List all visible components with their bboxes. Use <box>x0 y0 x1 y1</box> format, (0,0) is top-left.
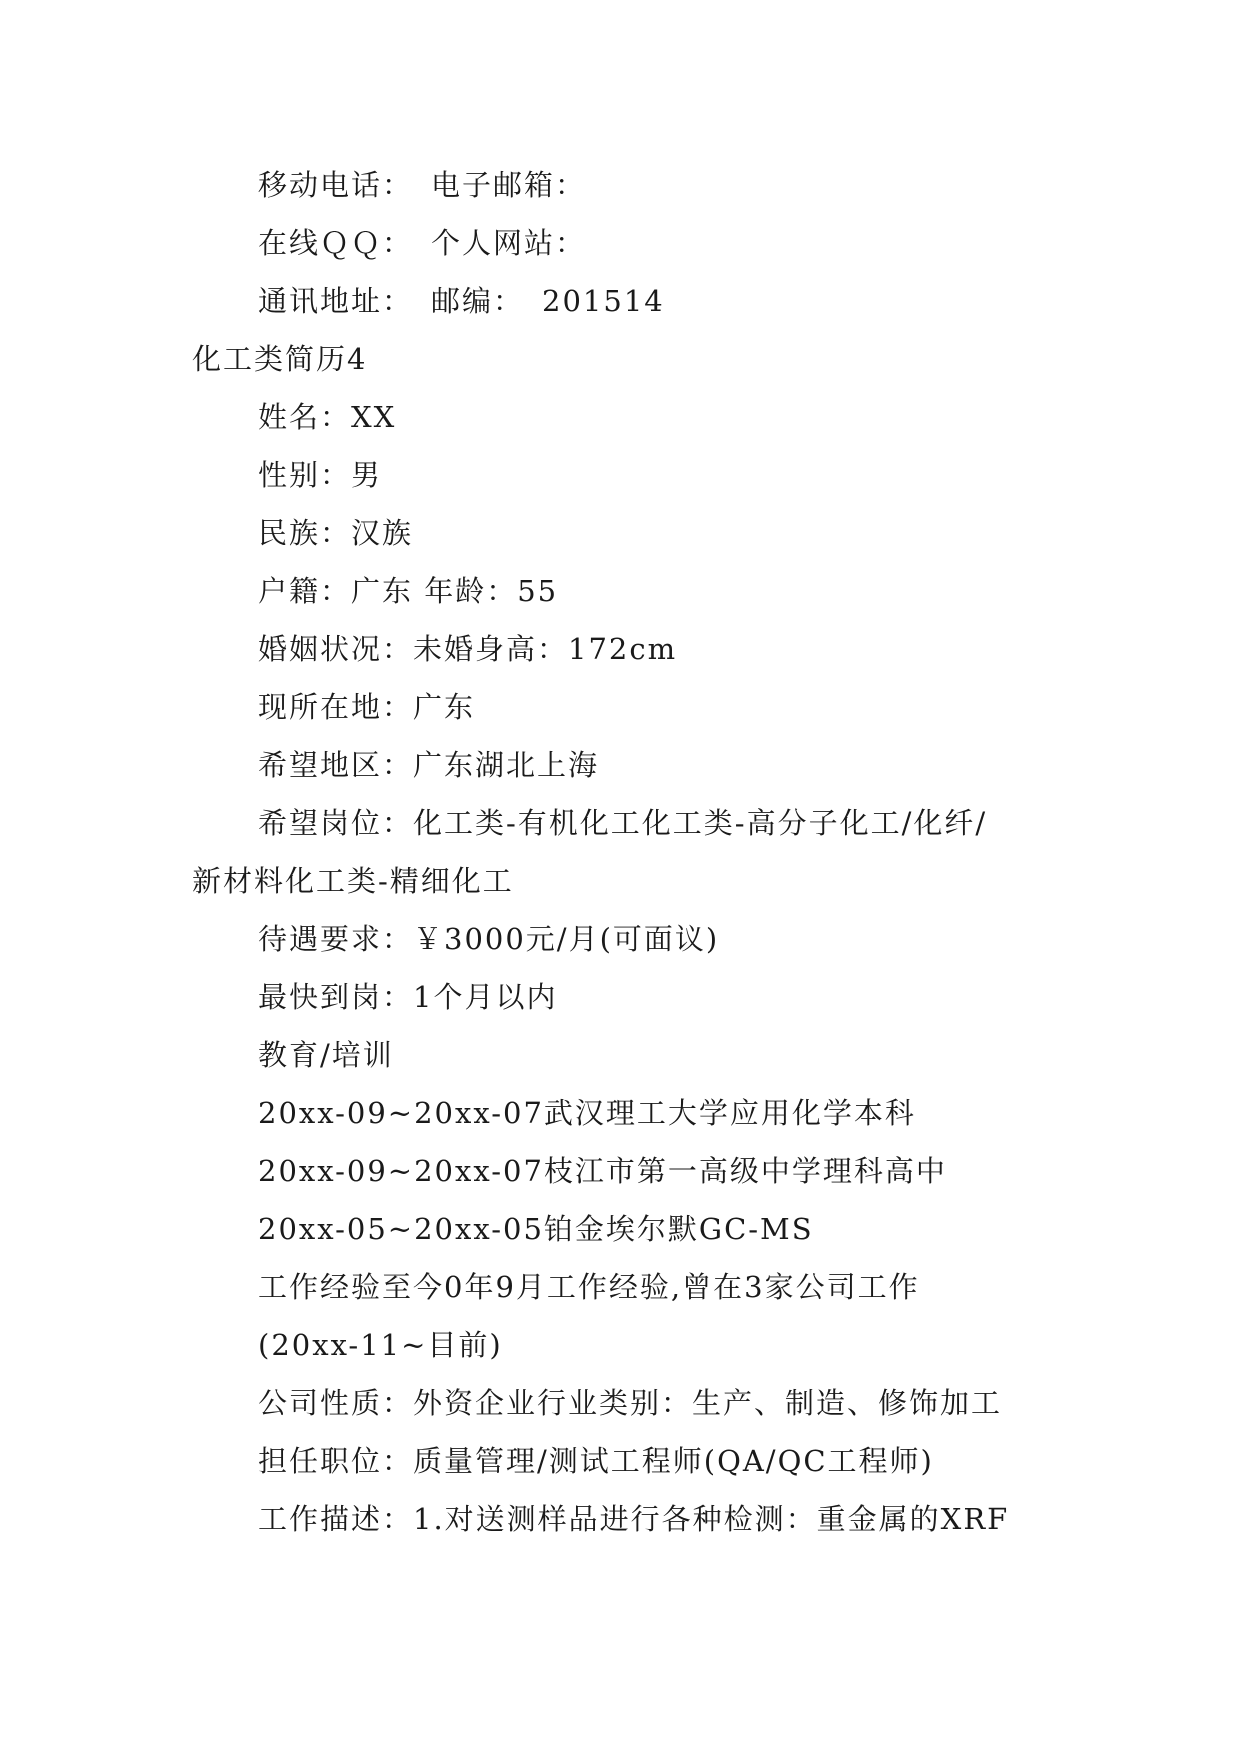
postcode-value: 201514 <box>542 284 665 318</box>
resume-line: 性别：男 <box>258 458 383 492</box>
qq-label: 在线ＱＱ： <box>258 226 414 260</box>
job-position: 担任职位：质量管理/测试工程师(QA/QC工程师) <box>258 1444 934 1478</box>
mobile-label: 移动电话： <box>258 168 414 202</box>
contact-line-address-postcode <box>258 281 665 321</box>
resume-line: 新材料化工类-精细化工 <box>192 864 514 898</box>
education-entry: 20xx-09~20xx-07武汉理工大学应用化学本科 <box>258 1096 916 1130</box>
postcode-label: 邮编： <box>431 284 525 318</box>
website-label: 个人网站： <box>431 226 587 260</box>
resume-line: 现所在地：广东 <box>258 690 476 724</box>
resume-line: 希望岗位：化工类-有机化工化工类-高分子化工/化纤/ <box>258 806 988 840</box>
email-label: 电子邮箱： <box>431 168 587 202</box>
section-heading-education: 教育/培训 <box>258 1038 394 1072</box>
contact-line-qq-website <box>258 223 586 263</box>
resume-title: 化工类简历4 <box>192 342 368 376</box>
resume-line: 待遇要求：￥3000元/月(可面议) <box>258 922 720 956</box>
contact-line-phone-email <box>258 165 586 205</box>
resume-line: 户籍：广东 年龄：55 <box>258 574 559 608</box>
resume-line: 民族：汉族 <box>258 516 414 550</box>
address-label: 通讯地址： <box>258 284 414 318</box>
company-info: 公司性质：外资企业行业类别：生产、制造、修饰加工 <box>258 1386 1003 1420</box>
resume-line: 姓名：XX <box>258 400 397 434</box>
education-entry: 20xx-09~20xx-07枝江市第一高级中学理科高中 <box>258 1154 947 1188</box>
resume-line: 希望地区：广东湖北上海 <box>258 748 600 782</box>
education-entry: 20xx-05~20xx-05铂金埃尔默GC-MS <box>258 1212 814 1246</box>
work-summary: 工作经验至今0年9月工作经验,曾在3家公司工作 <box>258 1270 920 1304</box>
resume-line: 最快到岗：1个月以内 <box>258 980 558 1014</box>
job-description: 工作描述：1.对送测样品进行各种检测：重金属的XRF <box>258 1502 1010 1536</box>
resume-line: 婚姻状况：未婚身高：172cm <box>258 632 678 666</box>
work-period: (20xx-11~目前) <box>258 1328 503 1362</box>
